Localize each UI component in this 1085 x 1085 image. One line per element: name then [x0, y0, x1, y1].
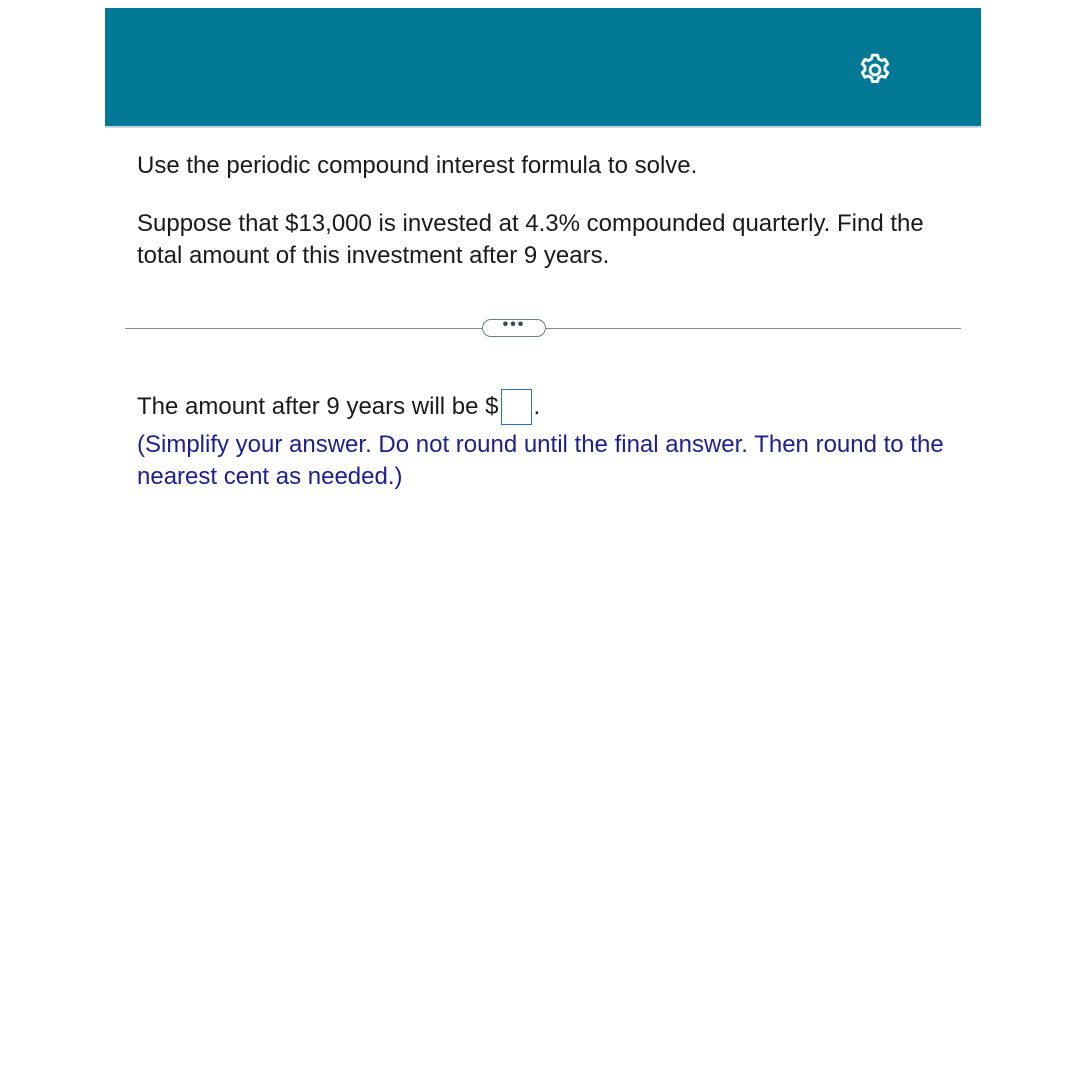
instruction-text: Use the periodic compound interest formula to solve.	[137, 152, 698, 179]
answer-input[interactable]	[501, 389, 532, 425]
question-text	[137, 150, 957, 272]
header-bar	[105, 8, 981, 128]
ellipsis-icon: •••	[502, 316, 526, 333]
answer-prefix: The amount after 9 years will be $	[137, 393, 499, 420]
problem-text: Suppose that $13,000 is invested at 4.3% compounded quarterly. Find the total amount of this investment after 9 years.	[137, 210, 924, 269]
gear-icon	[856, 51, 894, 89]
more-options-button[interactable]	[482, 316, 546, 337]
answer-hint: (Simplify your answer. Do not round until the final answer. Then round to the nearest cent as needed.)	[137, 431, 944, 490]
answer-suffix: .	[533, 393, 541, 420]
answer-line	[137, 391, 957, 423]
answer-section	[137, 391, 957, 493]
settings-button[interactable]	[855, 50, 895, 90]
